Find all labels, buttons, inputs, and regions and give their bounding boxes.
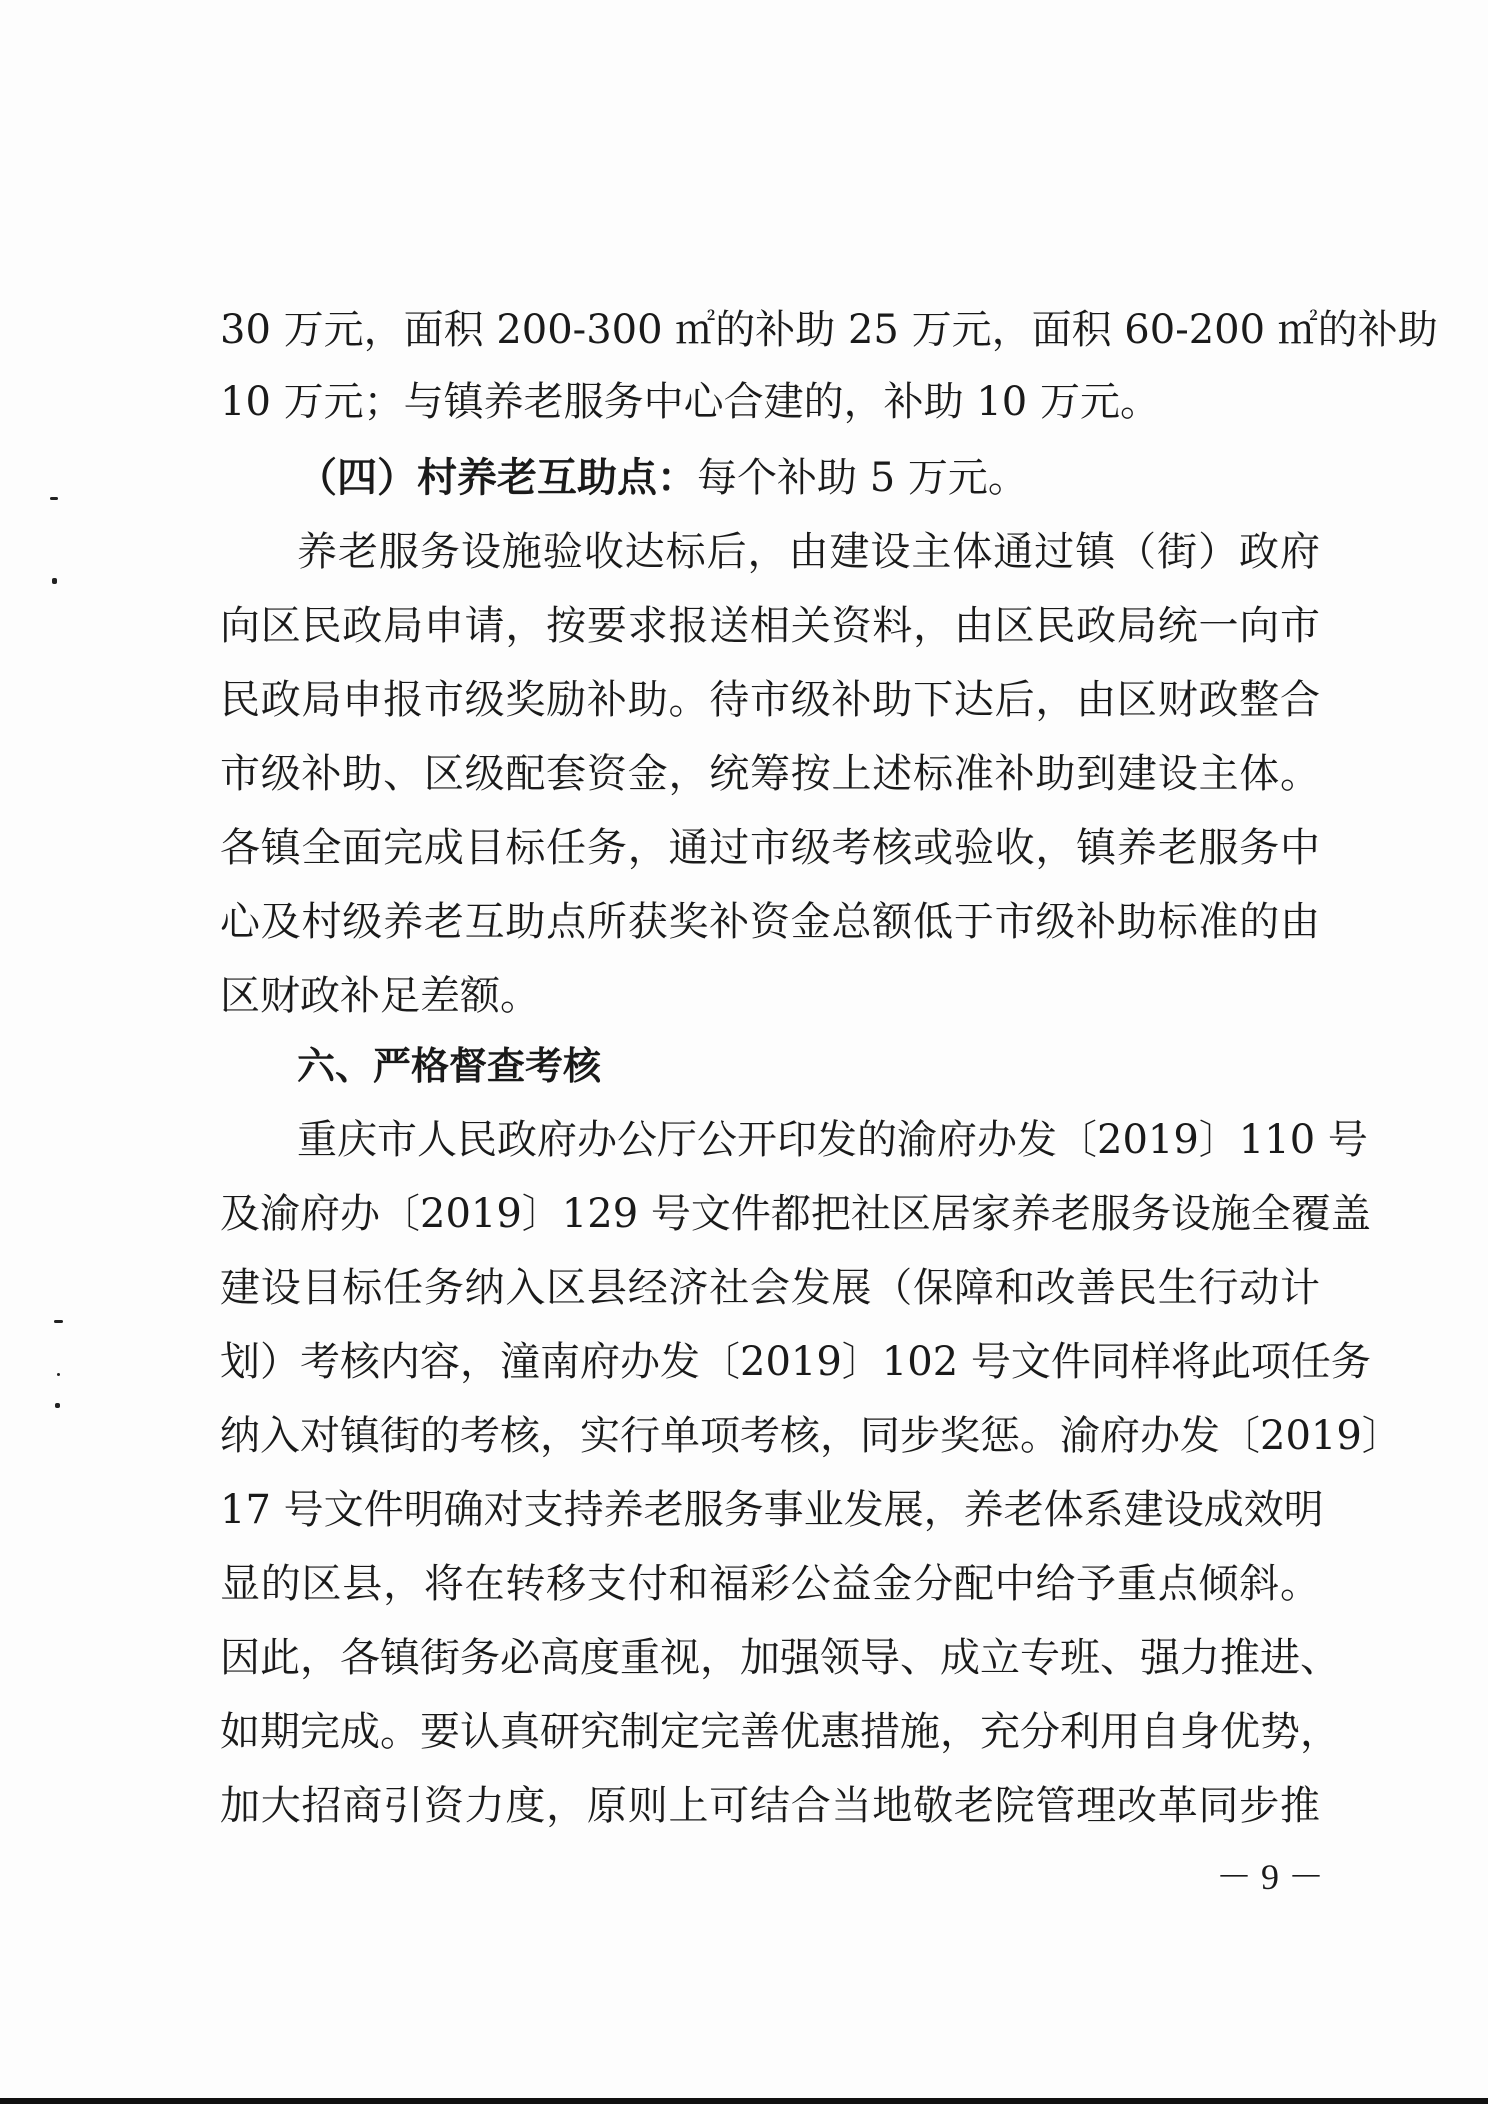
scan-bottom-edge <box>0 2098 1488 2104</box>
body-line: 10 万元；与镇养老服务中心合建的，补助 10 万元。 <box>220 379 1160 425</box>
page-number: － 9 － <box>1215 1857 1324 1897</box>
subsection-rest: 每个补助 5 万元。 <box>697 455 1028 501</box>
scan-speck <box>50 497 58 500</box>
body-line: 30 万元，面积 200-300 ㎡的补助 25 万元，面积 60-200 ㎡的补助 <box>220 307 1438 353</box>
body-line: 养老服务设施验收达标后，由建设主体通过镇（街）政府 <box>297 529 1320 575</box>
subsection-line <box>297 448 1028 508</box>
body-line: 纳入对镇街的考核，实行单项考核，同步奖惩。渝府办发〔2019〕 <box>220 1413 1402 1459</box>
body-line: 因此，各镇街务必高度重视，加强领导、成立专班、强力推进、 <box>220 1635 1340 1681</box>
body-line: 重庆市人民政府办公厅公开印发的渝府办发〔2019〕110 号 <box>297 1117 1368 1163</box>
scan-speck <box>57 1373 60 1376</box>
body-line: 及渝府办〔2019〕129 号文件都把社区居家养老服务设施全覆盖 <box>220 1191 1371 1237</box>
body-line: 17 号文件明确对支持养老服务事业发展，养老体系建设成效明 <box>220 1487 1324 1533</box>
body-line: 向区民政局申请，按要求报送相关资料，由区民政局统一向市 <box>220 603 1320 649</box>
body-line: 心及村级养老互助点所获奖补资金总额低于市级补助标准的由 <box>220 899 1320 945</box>
subsection-lead: （四）村养老互助点： <box>297 454 697 501</box>
scan-speck <box>54 1320 63 1323</box>
body-line: 如期完成。要认真研究制定完善优惠措施，充分利用自身优势， <box>220 1709 1340 1755</box>
body-line: 市级补助、区级配套资金，统筹按上述标准补助到建设主体。 <box>220 751 1320 797</box>
body-line: 区财政补足差额。 <box>220 973 540 1019</box>
body-line: 划）考核内容，潼南府办发〔2019〕102 号文件同样将此项任务 <box>220 1339 1371 1385</box>
section-heading: 六、严格督查考核 <box>297 1044 602 1088</box>
body-line: 显的区县，将在转移支付和福彩公益金分配中给予重点倾斜。 <box>220 1561 1320 1607</box>
scan-speck <box>52 578 57 584</box>
body-line: 建设目标任务纳入区县经济社会发展（保障和改善民生行动计 <box>220 1265 1320 1311</box>
body-line: 民政局申报市级奖励补助。待市级补助下达后，由区财政整合 <box>220 677 1320 723</box>
scan-speck <box>55 1403 60 1408</box>
body-line: 各镇全面完成目标任务，通过市级考核或验收，镇养老服务中 <box>220 825 1320 871</box>
body-line: 加大招商引资力度，原则上可结合当地敬老院管理改革同步推 <box>220 1783 1320 1829</box>
